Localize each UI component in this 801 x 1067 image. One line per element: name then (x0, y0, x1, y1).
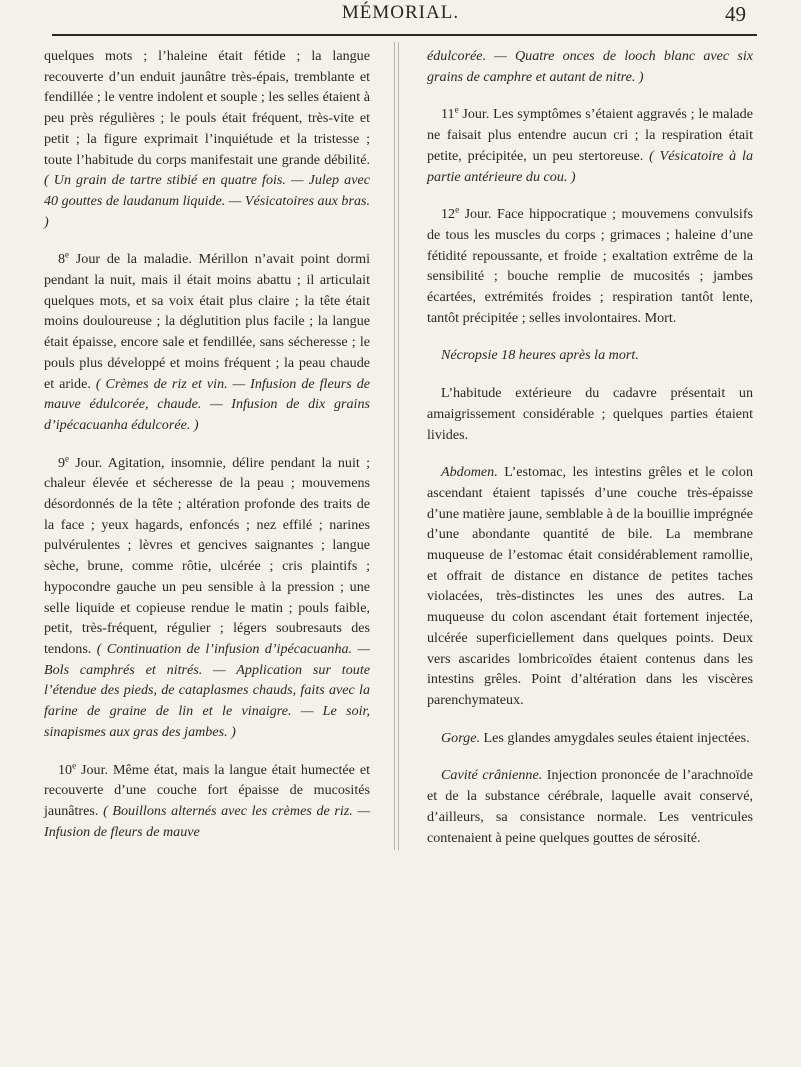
day-number: 10 (58, 761, 73, 778)
paragraph-day-12 (427, 204, 753, 328)
necropsy-heading: Nécropsie 18 heures après la mort. (441, 347, 639, 364)
page-number: 49 (725, 2, 746, 26)
paragraph-text: Jour. Face hippocratique ; mouvemens convulsifs de tous les muscles du corps ; grimaces ; haleine d’une fétidité repoussante, et froide ; exaltation extrême de la sensibilité ; bouche remplie de mucosités ; jambes écartées, extrémités froides ; respiration tantôt lente, tantôt précipitée ; selles involontaires. Mort. (427, 206, 753, 326)
paragraph-text: Jour de la maladie. Mérillon n’avait point dormi pendant la nuit, mais il était moins abattu ; il articulait quelques mots, et sa voix était plus claire ; la tête était moins douloureuse ; la déglutition plus facile ; la langue était épaisse, encore sale et fendillée, sans sécheresse ; le pouls plus développé et moins fréquent ; la peau chaude et aride. (44, 251, 370, 392)
day-ordinal: e (65, 249, 70, 260)
prescription-text: édulcorée. — Quatre onces de looch blanc avec six grains de camphre et autant de nitre. ) (427, 48, 753, 85)
paragraph-day-11 (427, 104, 753, 187)
paragraph-text: Jour. Agitation, insomnie, délire pendant la nuit ; chaleur élevée et sécheresse de la peau ; mouvemens désordonnés de la tête ; altération profonde des traits de la face ; yeux hagards, enfoncés ; nez effilé ; narines pulvérulentes ; lèvres et gencives saignantes ; langue sèche, brune, comme rôtie, ulcérée ; cris plaintifs ; hypocondre gauche un peu sensible à la pression ; une selle liquide et copieuse rendue le matin ; pouls faible, petit, très-fréquent, régulier ; légers soubresauts des tendons. (44, 454, 370, 657)
day-number: 8 (58, 251, 66, 268)
day-ordinal: e (455, 204, 460, 215)
paragraph-day-8 (44, 249, 370, 435)
paragraph-cranial (427, 765, 753, 848)
paragraph-text: L’estomac, les intestins grêles et le colon ascendant étaient tapissés d’une couche très-épaisse d’une matière jaune, semblable à de la bouillie imprégnée d’une abondante quantité de bile. La membrane muqueuse de l’estomac était considérablement ramollie, et offrait de distance en distance de petites taches violacées, très-distinctes les unes des autres. La muqueuse du colon ascendant était fortement injectée, ulcérée superficiellement dans quelques points. Deux vers ascarides lombricoïdes étaient contenus dans les intestins grêles. Point d’altération dans les viscères parenchymateux. (427, 464, 753, 708)
day-ordinal: e (65, 452, 70, 463)
paragraph-text: Jour. Les symptômes s’étaient aggravés ; le malade ne faisait plus entendre aucun cri ; la respiration était petite, précipitée, un peu stertoreuse. (427, 106, 753, 164)
paragraph-text: Injection prononcée de l’arachnoïde et de la substance cérébrale, laquelle avait conservé, d’ailleurs, sa consistance normale. Les ventricules contenaient à peine quelques gouttes de sérosité. (427, 767, 753, 846)
right-column (427, 46, 753, 848)
paragraph-text: quelques mots ; l’haleine était fétide ; la langue recouverte d’un enduit jaunâtre très-épais, tremblante et fendillée ; le ventre indolent et souple ; les selles étaient à peu près régulières ; le pouls était fréquent, très-vite et petit ; la figure exprimait l’inquiétude et la tristesse ; toute l’habitude du corps manifestait une grande débilité. (44, 48, 370, 168)
paragraph-abdomen (427, 462, 753, 710)
paragraph-day-9 (44, 453, 370, 743)
left-column (44, 46, 370, 842)
paragraph-text: L’habitude extérieure du cadavre présentait un amaigrissement considérable ; quelques parties étaient livides. (427, 385, 753, 443)
prescription-text: ( Un grain de tartre stibié en quatre fois. — Julep avec 40 gouttes de laudanum liquide. — Vésicatoires aux bras. ) (44, 172, 370, 230)
column-divider-second (398, 42, 399, 850)
section-label-cranial: Cavité crânienne. (441, 767, 543, 784)
day-number: 11 (441, 106, 455, 123)
paragraph-continuation (44, 46, 370, 232)
prescription-text: ( Continuation de l’infusion d’ipécacuanha. — Bols camphrés et nitrés. — Application sur toute l’étendue des pieds, de cataplasmes chauds, faits avec la farine de graine de lin et le vinaigre. — Le soir, sinapismes aux gras des jambes. ) (44, 640, 370, 740)
prescription-text: ( Bouillons alternés avec les crèmes de riz. — Infusion de fleurs de mauve (44, 802, 370, 840)
day-number: 9 (58, 454, 66, 471)
column-divider (394, 42, 395, 850)
paragraph-gorge (427, 728, 753, 749)
paragraph-day-10 (44, 760, 370, 843)
paragraph-text: Les glandes amygdales seules étaient injectées. (480, 729, 750, 746)
section-label-gorge: Gorge. (441, 729, 481, 746)
running-header-title: MÉMORIAL. (341, 2, 460, 23)
paragraph-text: Jour. Même état, mais la langue était humectée et recouverte d’une couche fort épaisse de mucosités jaunâtres. (44, 761, 370, 819)
paragraph-exterior (427, 383, 753, 445)
day-number: 12 (441, 206, 456, 223)
prescription-text: ( Crèmes de riz et vin. — Infusion de fleurs de mauve édulcorée, chaude. — Infusion de dix grains d’ipécacuanha édulcorée. ) (44, 375, 371, 433)
day-ordinal: e (72, 759, 77, 770)
section-label-abdomen: Abdomen. (441, 464, 498, 481)
prescription-text: ( Vésicatoire à la partie antérieure du cou. ) (427, 147, 753, 185)
day-ordinal: e (454, 104, 459, 115)
header-rule (52, 34, 757, 36)
paragraph-continuation (427, 46, 753, 87)
